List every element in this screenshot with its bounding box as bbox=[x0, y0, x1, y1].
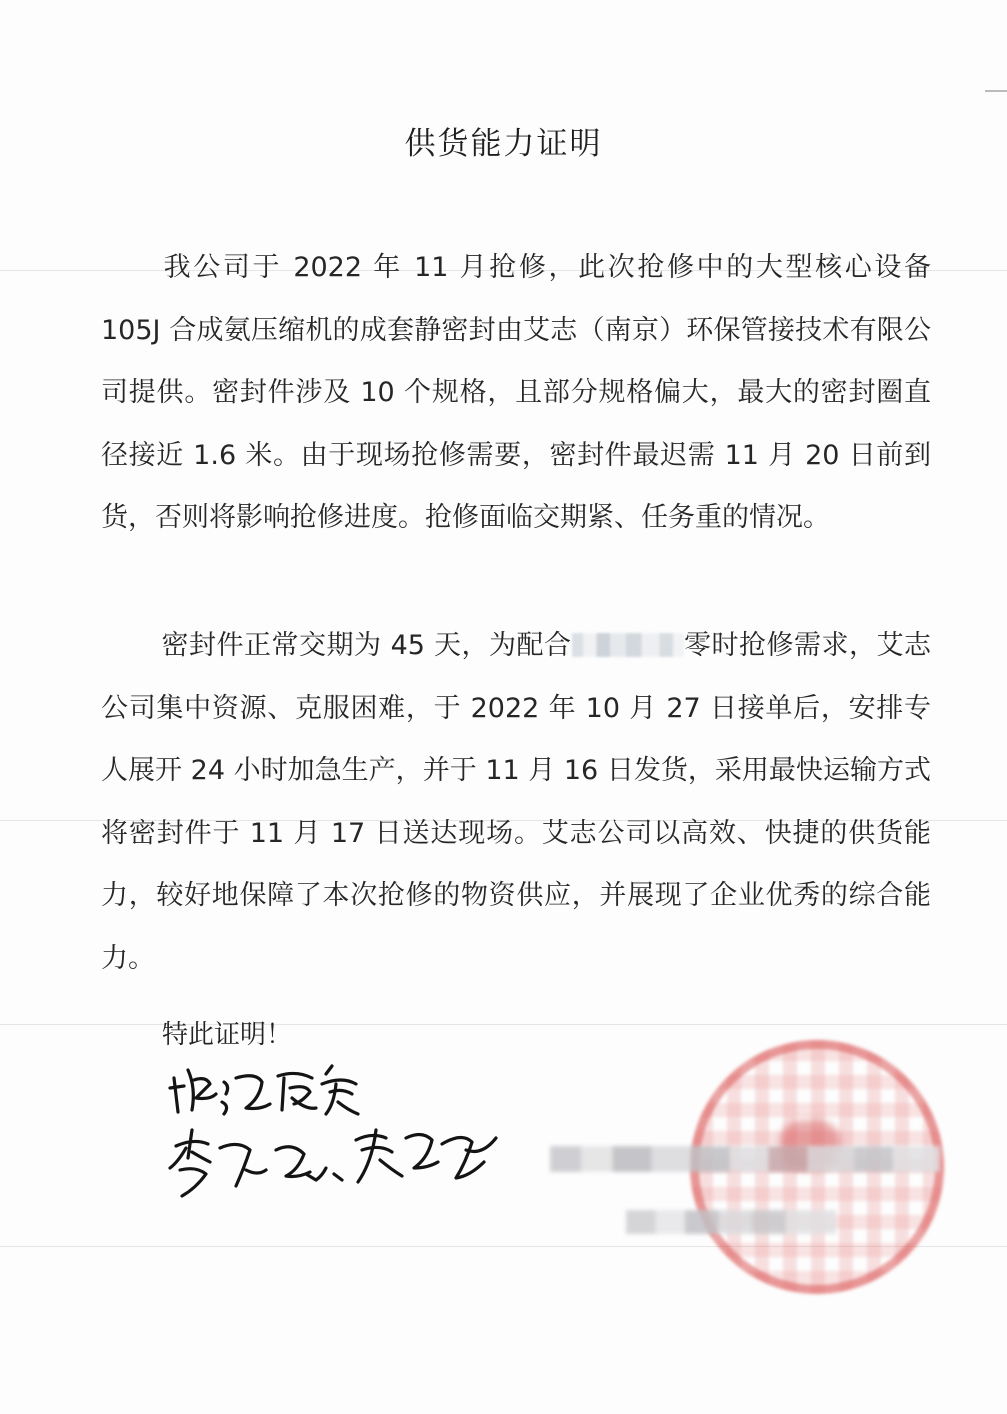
paragraph-2-text-start: 密封件正常交期为 45 天，为配合 bbox=[161, 630, 572, 661]
redacted-company-line bbox=[550, 1146, 940, 1172]
closing-statement: 特此证明！ bbox=[162, 1020, 293, 1050]
redacted-company-name bbox=[572, 633, 684, 657]
scan-crop-mark bbox=[985, 90, 1007, 92]
document-title: 供货能力证明 bbox=[404, 126, 603, 162]
paragraph-2 bbox=[101, 615, 931, 990]
handwritten-signature bbox=[166, 1058, 506, 1208]
redacted-date-line bbox=[626, 1210, 836, 1234]
paragraph-1 bbox=[101, 237, 931, 550]
paragraph-2-text-end: 零时抢修需求，艾志公司集中资源、克服困难，于 2022 年 10 月 27 日接单后，安排专人展开 24 小时加急生产，并于 11 月 16 日发货，采用最快运输方式将密封件于 11 月 17 日送达现场。艾志公司以高效、快捷的供货能力，较好地保障了本次抢修的物资供应，并展现了企业优秀的综合能力。 bbox=[101, 630, 932, 974]
official-seal-redacted bbox=[540, 1020, 960, 1280]
paragraph-1-text: 我公司于 2022 年 11 月抢修，此次抢修中的大型核心设备 105J 合成氨压缩机的成套静密封由艾志（南京）环保管接技术有限公司提供。密封件涉及 10 个规格，且部分规格偏大，最大的密封圈直径接近 1.6 米。由于现场抢修需要，密封件最迟需 11 月 20 日前到货，否则将影响抢修进度。抢修面临交期紧、任务重的情况。 bbox=[101, 252, 931, 533]
